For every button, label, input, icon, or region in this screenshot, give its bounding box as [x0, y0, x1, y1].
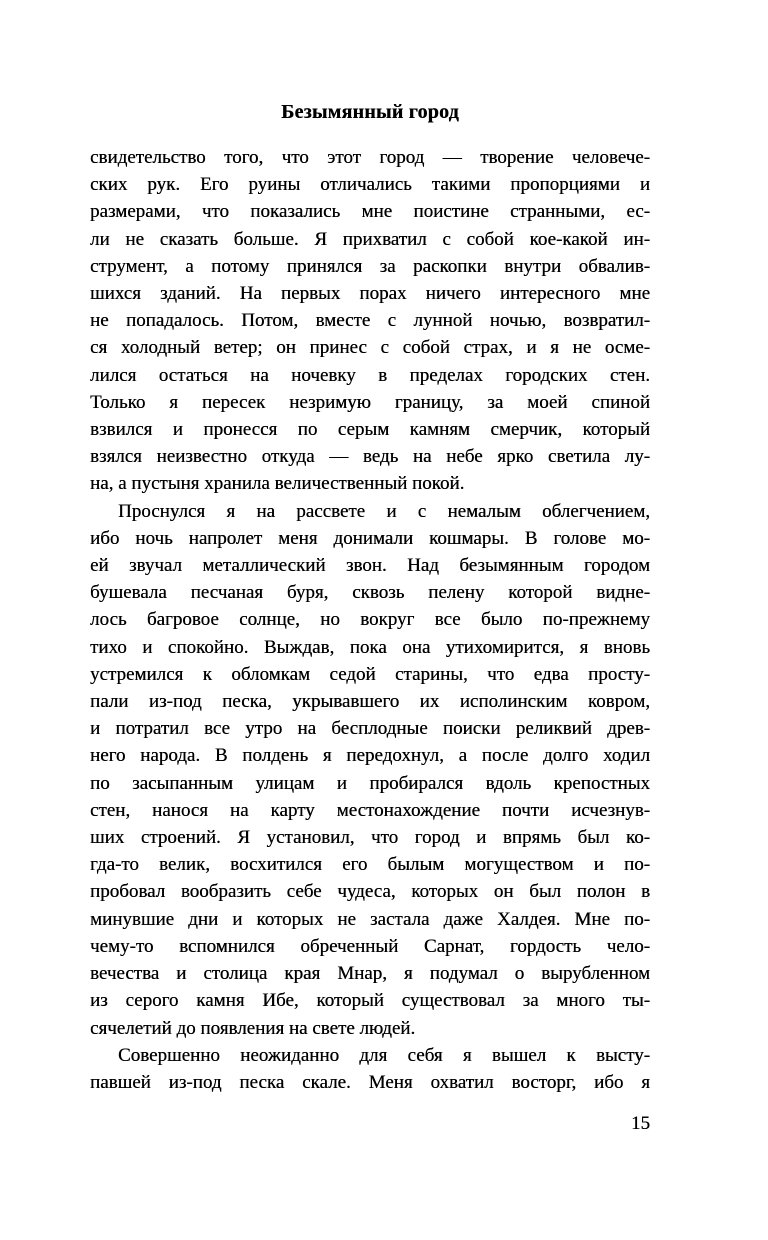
text-line: чему-то вспомнился обреченный Сарнат, гордость чело- [90, 935, 650, 957]
text-line: и потратил все утро на бесплодные поиски реликвий древ- [90, 718, 650, 740]
text-line: взялся неизвестно откуда — ведь на небе ярко светила лу- [90, 446, 650, 468]
text-line: из серого камня Ибе, который существовал за много ты- [90, 990, 650, 1012]
text-line: взвился и пронесся по серым камням смерчик, который [90, 419, 650, 441]
text-line: гда-то велик, восхитился его былым могуществом и по- [90, 854, 650, 876]
text-line: вечества и столица края Мнар, я подумал о вырубленном [90, 963, 650, 985]
text-line: тихо и спокойно. Выждав, пока она утихомирится, я вновь [90, 636, 650, 658]
text-line: ших строений. Я установил, что город и впрямь был ко- [90, 827, 650, 849]
text-line: павшей из-под песка скале. Меня охватил восторг, ибо я [90, 1071, 650, 1093]
text-line: Проснулся я на рассвете и с немалым облегчением, [118, 500, 650, 522]
text-line: пробовал вообразить себе чудеса, которых он был полон в [90, 881, 650, 903]
page-number: 15 [631, 1113, 650, 1134]
text-line: бушевала песчаная буря, сквозь пелену которой видне- [90, 582, 650, 604]
text-line: лился остаться на ночевку в пределах городских стен. [90, 364, 650, 386]
text-line: размерами, что показались мне поистине странными, ес- [90, 201, 650, 223]
text-line: свидетельство того, что этот город — творение человече- [90, 147, 650, 168]
text-line: ских рук. Его руины отличались такими пропорциями и [90, 174, 650, 196]
text-line: шихся зданий. На первых порах ничего интересного мне [90, 283, 650, 305]
text-line: сячелетий до появления на свете людей. [90, 1017, 416, 1039]
text-line: Совершенно неожиданно для себя я вышел к высту- [118, 1044, 650, 1066]
text-block [90, 144, 650, 1096]
text-line: на, а пустыня хранила величественный покой. [90, 473, 465, 495]
page-title: Безымянный город [281, 101, 459, 123]
text-line: пали из-под песка, укрывавшего их исполинским ковром, [90, 691, 650, 713]
text-line: лось багровое солнце, но вокруг все было по-прежнему [90, 609, 650, 631]
text-line: стен, нанося на карту местонахождение почти исчезнув- [90, 799, 650, 821]
text-line: по засыпанным улицам и пробирался вдоль крепостных [90, 772, 650, 794]
text-line: ли не сказать больше. Я прихватил с собой кое-какой ин- [90, 228, 650, 250]
text-line: ей звучал металлический звон. Над безымянным городом [90, 555, 650, 577]
text-line: ся холодный ветер; он принес с собой страх, и я не осме- [90, 337, 650, 359]
text-line: Только я пересек незримую границу, за моей спиной [90, 391, 650, 413]
text-line: струмент, а потому принялся за раскопки внутри обвалив- [90, 255, 650, 277]
text-line: ибо ночь напролет меня донимали кошмары. В голове мо- [90, 527, 650, 549]
text-line: устремился к обломкам седой старины, что едва просту- [90, 663, 650, 685]
text-line: минувшие дни и которых не застала даже Халдея. Мне по- [90, 908, 650, 930]
text-line: него народа. В полдень я передохнул, а после долго ходил [90, 745, 650, 767]
text-line: не попадалось. Потом, вместе с лунной ночью, возвратил- [90, 310, 650, 332]
